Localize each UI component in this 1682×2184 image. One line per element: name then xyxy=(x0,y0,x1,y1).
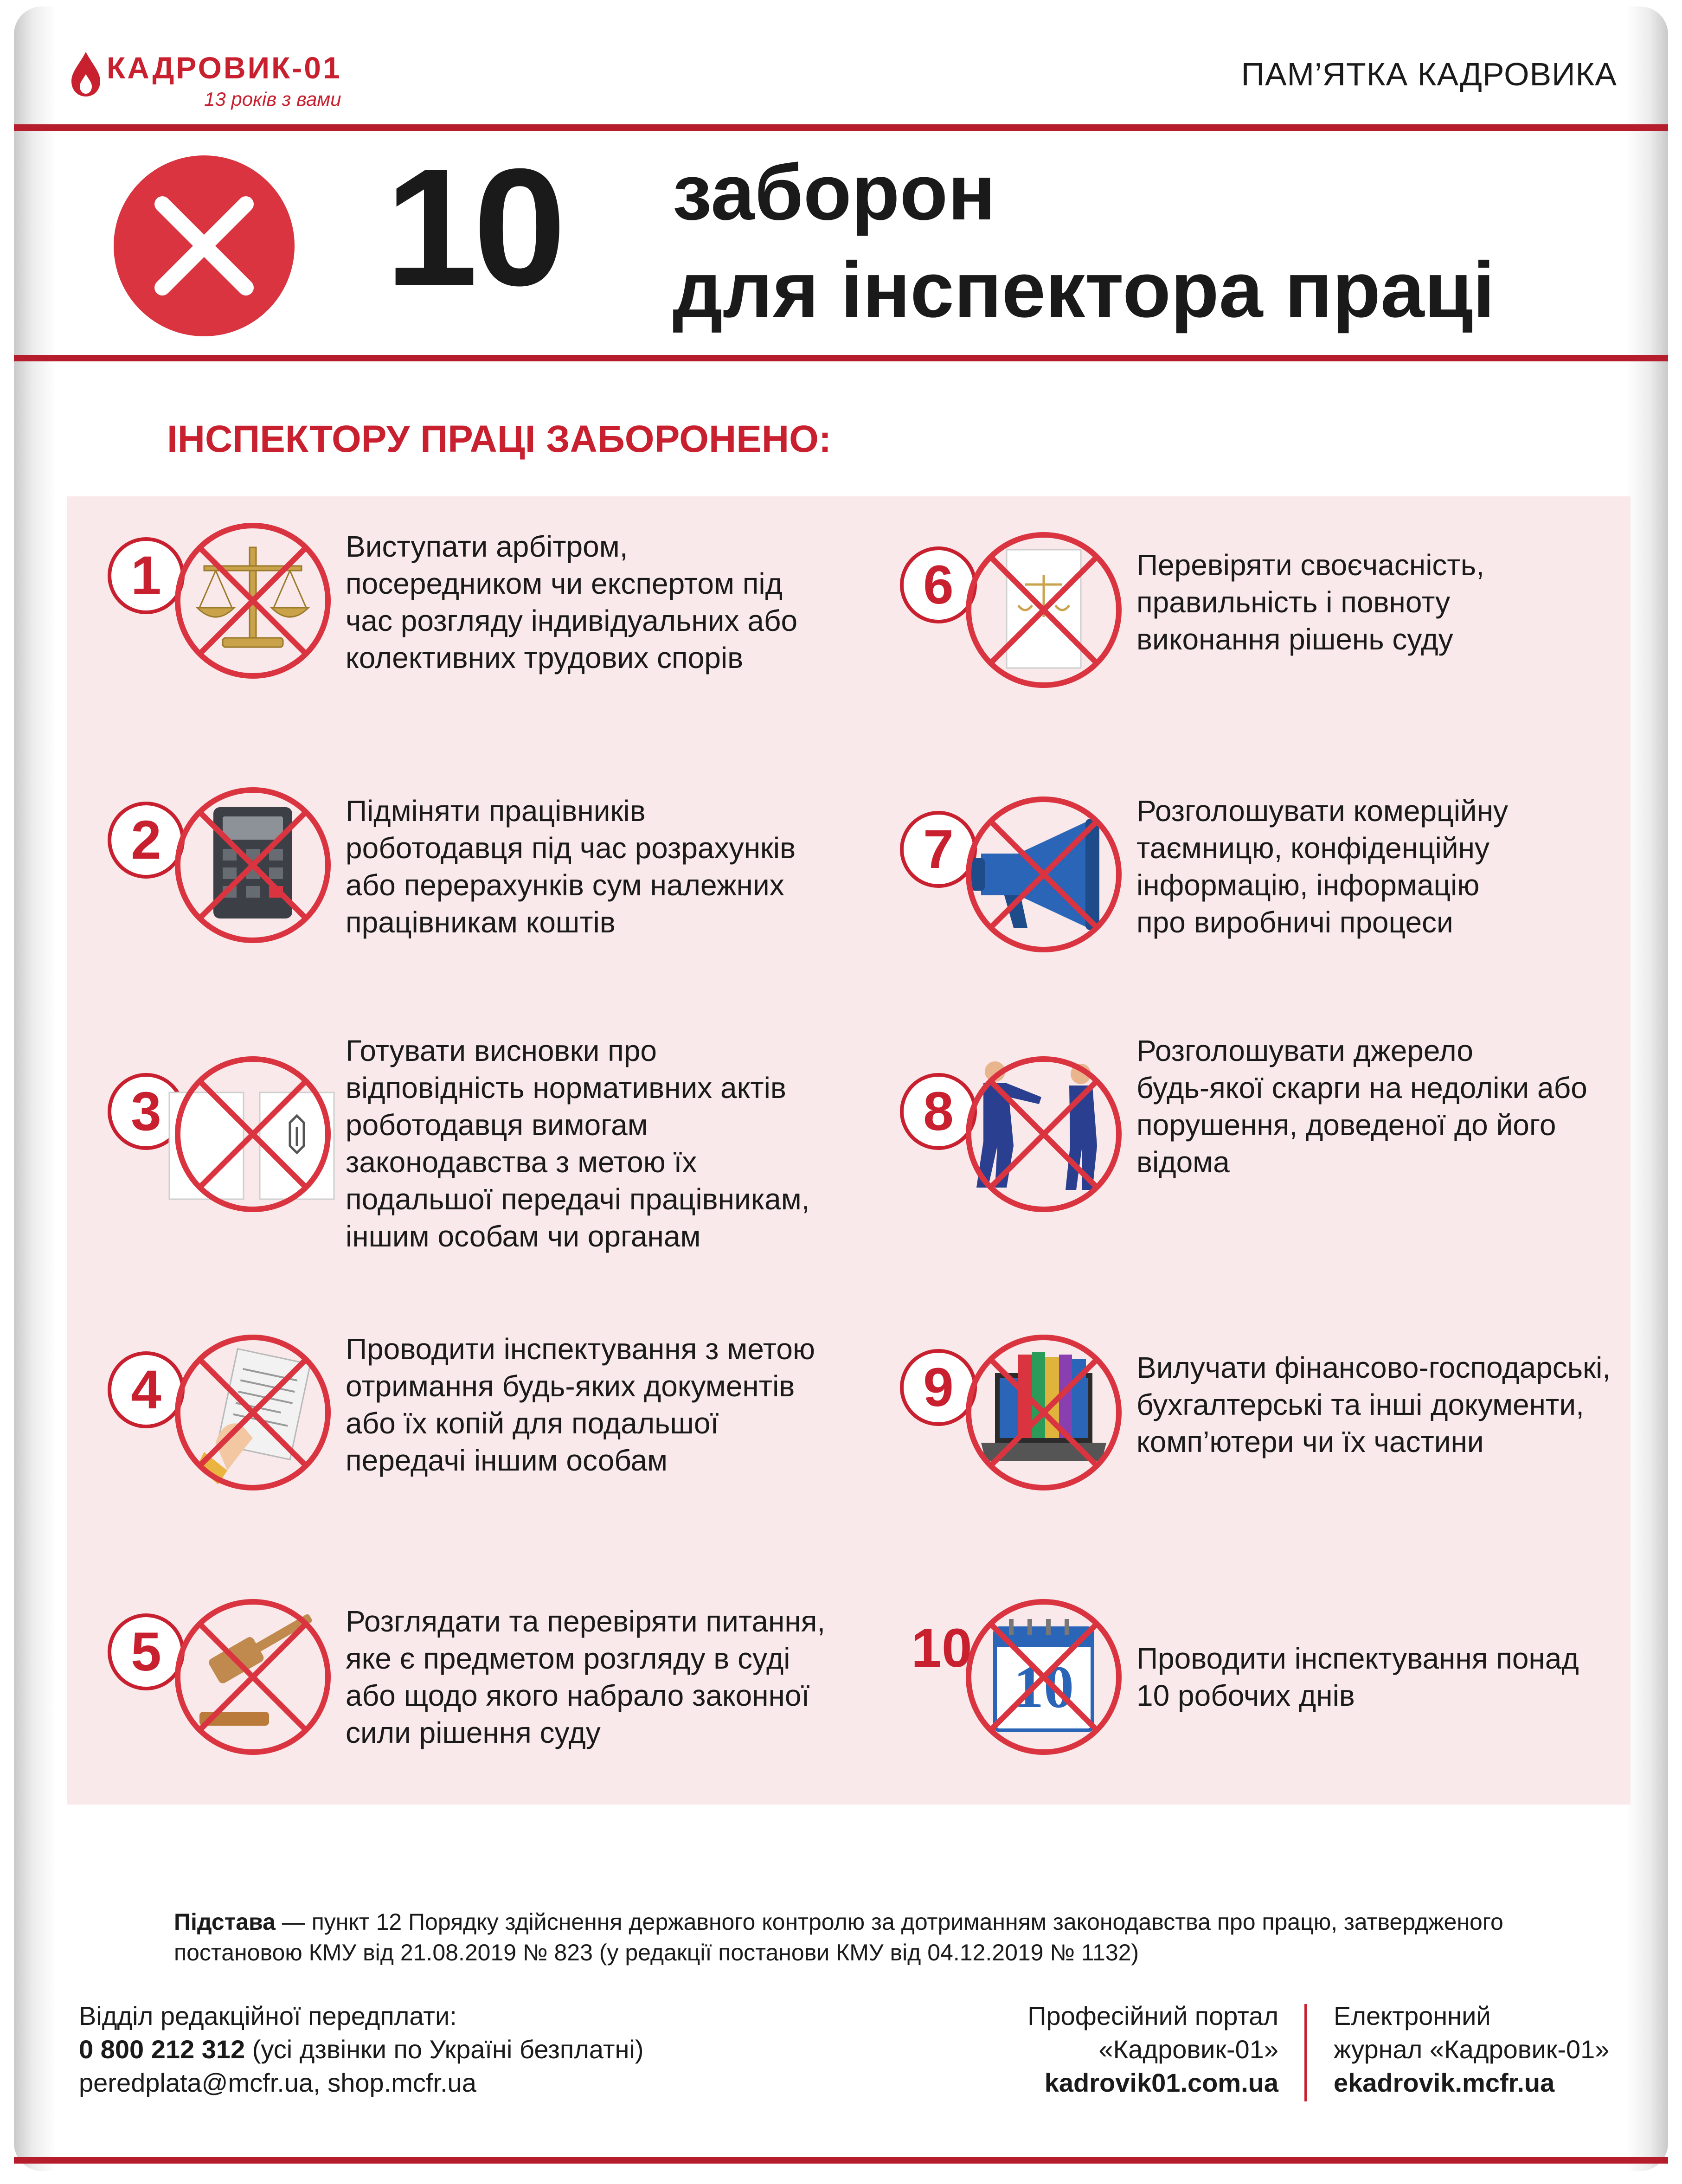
books-laptop-icon xyxy=(963,1331,1125,1494)
title-divider xyxy=(14,355,1668,361)
bottom-divider xyxy=(14,2157,1668,2164)
logo-flame-icon xyxy=(70,51,102,97)
title-line-1: заборон xyxy=(673,148,996,237)
portal-line-2: «Кадровик-01» xyxy=(1098,2035,1278,2064)
section-heading: ІНСПЕКТОРУ ПРАЦІ ЗАБОРОНЕНО: xyxy=(167,418,832,460)
legal-acts-icon xyxy=(165,1053,341,1215)
calculator-icon xyxy=(172,784,334,946)
megaphone-icon xyxy=(963,793,1125,956)
people-pointing-icon xyxy=(963,1053,1125,1215)
item-text-10: Проводити інспектування понад 10 робочих днів xyxy=(1136,1642,1579,1712)
item-number-8: 8 xyxy=(900,1073,977,1150)
journal-block xyxy=(1334,1999,1609,2100)
subscription-dept: Відділ редакційної передплати: xyxy=(79,2001,457,2030)
portal-line-1: Професійний портал xyxy=(1027,2001,1278,2030)
item-number-2: 2 xyxy=(108,802,185,879)
phone-note: (усі дзвінки по Україні безплатні) xyxy=(245,2035,644,2064)
calendar-day: 10 xyxy=(1014,1654,1074,1721)
item-text-1: Виступати арбітром, посередником чи експертом під час розгляду індивідуальних або колективних трудових спорів xyxy=(346,530,798,674)
calendar-icon xyxy=(963,1596,1125,1758)
item-number-1: 1 xyxy=(108,537,185,614)
subscription-phone[interactable]: 0 800 212 312 xyxy=(79,2035,245,2064)
item-number-3: 3 xyxy=(108,1073,185,1150)
title-number: 10 xyxy=(385,134,562,321)
portal-link[interactable]: kadrovik01.com.ua xyxy=(1044,2068,1278,2097)
header-divider xyxy=(14,124,1668,131)
basis-note xyxy=(174,1907,1566,1968)
item-text-5: Розглядати та перевіряти питання, яке є предметом розгляду в суді або щодо якого набрало законної сили рішення суду xyxy=(346,1605,826,1749)
item-number-5: 5 xyxy=(108,1613,185,1690)
gavel-icon xyxy=(172,1596,334,1758)
item-number-6: 6 xyxy=(900,546,977,623)
logo-name: КАДРОВИК-01 xyxy=(107,51,342,85)
item-text-9: Вилучати фінансово-господарські, бухгалтерські та інші документи, комп’ютери чи їх частини xyxy=(1136,1351,1611,1458)
item-number-9: 9 xyxy=(900,1349,977,1426)
memo-label: ПАМ’ЯТКА КАДРОВИКА xyxy=(1241,56,1617,92)
item-text-2: Підміняти працівників роботодавця під час розрахунків або перерахунків сум належних працівникам коштів xyxy=(346,794,796,939)
basis-text: — пункт 12 Порядку здійснення державного контролю за дотриманням законодавства про працю, затвердженого постановою КМУ від 21.08.2019 № 823 (у редакції постанови КМУ від 04.12.2019 № 1132) xyxy=(174,1909,1503,1966)
item-text-6: Перевіряти своєчасність, правильність і повноту виконання рішень суду xyxy=(1136,548,1484,656)
item-text-4: Проводити інспектування з метою отримання будь-яких документів або їх копій для подальшої передачі іншим особам xyxy=(346,1332,815,1477)
journal-line-1: Електронний xyxy=(1334,2001,1491,2030)
basis-label: Підстава xyxy=(174,1909,276,1935)
subscription-contacts xyxy=(79,1999,643,2100)
scales-icon xyxy=(172,520,334,682)
document-hand-icon xyxy=(172,1331,334,1494)
court-decision-icon xyxy=(963,529,1125,691)
item-number-7: 7 xyxy=(900,811,977,888)
subscription-emails[interactable]: peredplata@mcfr.ua, shop.mcfr.ua xyxy=(79,2068,476,2097)
item-text-8: Розголошувати джерело будь-якої скарги на недоліки або порушення, доведеної до його відома xyxy=(1136,1034,1587,1179)
footer-divider xyxy=(1304,2004,1307,2101)
item-text-3: Готувати висновки про відповідність нормативних актів роботодавця вимогам законодавства з метою їх подальшої передачі працівникам, іншим особам чи органам xyxy=(346,1034,810,1253)
logo-tagline: 13 років з вами xyxy=(204,88,341,110)
item-number-4: 4 xyxy=(108,1351,185,1428)
portal-block xyxy=(1027,1999,1278,2100)
item-number-10: 10 xyxy=(911,1618,972,1679)
journal-link[interactable]: ekadrovik.mcfr.ua xyxy=(1334,2068,1555,2097)
header xyxy=(56,42,1626,121)
item-text-7: Розголошувати комерційну таємницю, конфіденційну інформацію, інформацію про виробничі процеси xyxy=(1136,794,1508,939)
title-line-2: для інспектора праці xyxy=(673,246,1495,334)
journal-line-2: журнал «Кадровик-01» xyxy=(1334,2035,1610,2064)
big-cross-icon xyxy=(111,153,297,339)
